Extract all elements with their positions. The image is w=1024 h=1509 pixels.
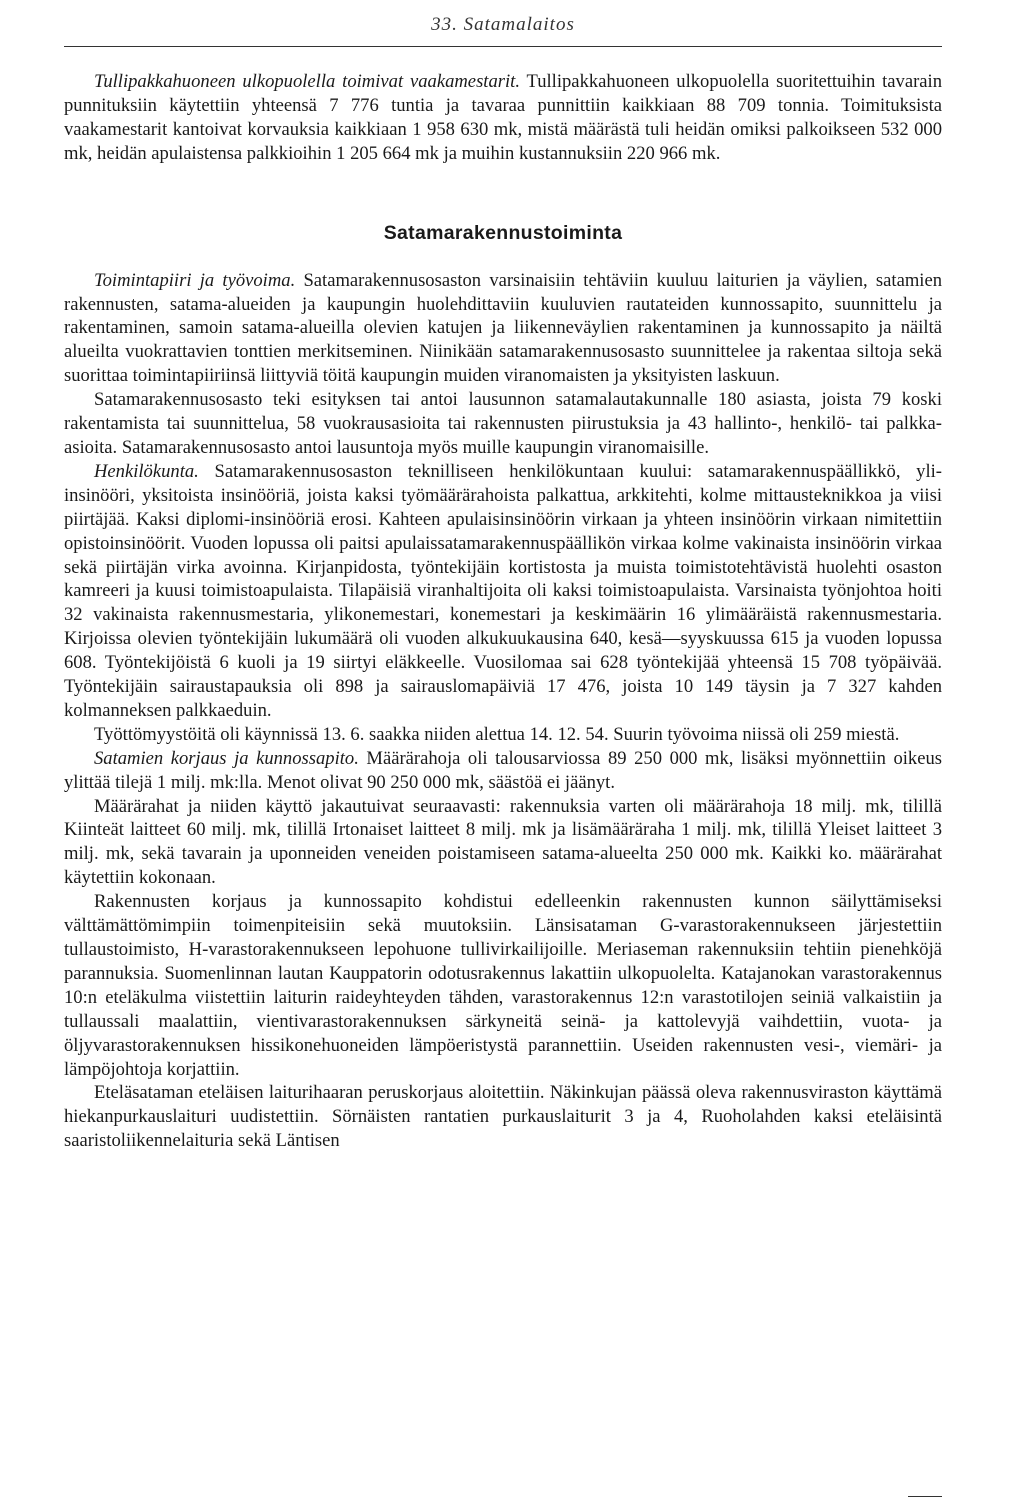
corner-rule: [908, 1496, 942, 1497]
paragraph: [64, 1081, 942, 1153]
paragraph-text: Eteläsataman eteläisen laiturihaaran peruskorjaus aloitettiin. Näkinkujan päässä oleva rakennusviraston käyttämä hiekanpurkauslaituri uudistettiin. Sörnäisten rantatien purkauslaiturit 3 ja 4, Ruoholahden kaksi eteläisintä saaristoliikennelaituria sekä Läntisen: [64, 1082, 942, 1152]
section-heading: Satamarakennustoiminta: [383, 221, 623, 244]
paragraph-customs-weighers: [64, 70, 942, 166]
document-body: [64, 70, 942, 1153]
paragraph: [64, 890, 942, 1081]
paragraph-lead: Tullipakkahuoneen ulkopuolella toimivat vaakamestarit.: [94, 71, 520, 92]
paragraph-text: Rakennusten korjaus ja kunnossapito kohdistui edelleenkin rakennusten kunnon säilyttämiseksi välttämättömimpiin toimenpiteisiin sekä muutoksiin. Länsisataman G-varastorakennukseen järjestettiin tullaustoimisto, H-varastorakennukseen lepohuone tullivirkailijoille. Meriaseman rakennuksiin tehtiin pienehköjä parannuksia. Suomenlinnan lautan Kauppatorin odotusrakennus lakattiin ulkopuolelta. Katajanokan varastorakennus 10:n eteläkulma viistettiin laiturin raideyhteyden tähden, varastorakennus 12:n varastotilojen seiniä valkaistiin ja tullaussali maalattiin, vientivarastorakennuksen särkyneitä seinä- ja kattolevyjä vaihdettiin, vuota- ja öljyvarastorakennuksen hissikonehuoneiden lämpöeristystä parannettiin. Useiden rakennusten vesi-, viemäri- ja lämpöjohtoja korjattiin.: [64, 891, 942, 1080]
paragraph-text: Satamarakennusosasto teki esityksen tai antoi lausunnon satamalautakunnalle 180 asiasta, joista 79 koski rakentamista tai suunnittelua, 58 vuokrausasioita tai rakennusten piirustuksia ja 43 hallinto-, henkilö- tai palkka-asioita. Satamarakennusosasto antoi lausuntoja myös muille kaupungin viranomaisille.: [64, 389, 942, 458]
paragraph-text: Tullipakkahuoneen ulkopuolella suoritettuihin tavarain punnituksiin käytettiin yhteensä 7 776 tuntia ja tavaraa punnittiin kaikkiaan 88 709 tonnia. Toimituksista vaakamestarit kantoivat korvauksia kaikkiaan 1 958 630 mk, mistä määrästä tuli heidän omiksi palkoikseen 532 000 mk, heidän apulaistensa palkkioihin 1 205 664 mk ja muihin kustannuksiin 220 966 mk.: [64, 71, 942, 164]
paragraph: [64, 269, 942, 389]
paragraph: [64, 388, 942, 460]
paragraph-text: Määrärahat ja niiden käyttö jakautuivat seuraavasti: rakennuksia varten oli määrärahoja 18 milj. mk, tilillä Kiinteät laitteet 60 milj. mk, tilillä Irtonaiset laitteet 8 milj. mk ja lisämääräraha 1 milj. mk, tilillä Yleiset laitteet 3 milj. mk, sekä tavarain ja uponneiden veneiden poistamiseen satama-alueelta 250 000 mk. Kaikki ko. määrärahat käytettiin kokonaan.: [64, 795, 942, 889]
running-head: 33. Satamalaitos: [431, 14, 575, 35]
paragraph-text: Työttömyystöitä oli käynnissä 13. 6. saakka niiden alettua 14. 12. 54. Suurin työvoima niissä oli 259 miestä.: [94, 723, 900, 745]
paragraph-lead: Toimintapiiri ja työvoima.: [94, 269, 296, 291]
paragraph-lead: Henkilökunta.: [94, 460, 199, 482]
paragraph: [64, 795, 942, 891]
paragraph-text: Määrärahoja oli talousarviossa 89 250 000 mk, lisäksi myönnettiin oikeus ylittää tilejä 1 milj. mk:lla. Menot olivat 90 250 000 mk, säästöä ei jäänyt.: [64, 747, 942, 793]
paragraph-lead: Satamien korjaus ja kunnossapito.: [94, 747, 359, 769]
paragraph: [64, 723, 942, 747]
document-page: [64, 0, 942, 1509]
paragraph-text: Satamarakennusosaston teknilliseen henkilökuntaan kuului: satamarakennuspäällikkö, yli-insinööri, yksitoista insinööriä, joista kaksi työmäärärahoista palkattua, arkkitehti, kolme mittausteknikkoa ja viisi piirtäjää. Kaksi diplomi-insinööriä erosi. Kahteen apulaisinsinöörin virkaan ja yhteen insinöörin virkaan nimitettiin opistoinsinöörit. Vuoden lopussa oli paitsi apulaissatamarakennuspäällikön virkaa kolme vakinaista insinöörin virkaa sekä piirtäjän virka avoinna. Kirjanpidosta, työntekijäin kortistosta ja muista toimistotehtävistä huolehti osaston kamreeri ja kuusi toimistoapulaista. Tilapäisiä viranhaltijoita oli kaksi toimistoapulaista. Varsinaista työnjohtoa hoiti 32 vakinaista rakennusmestaria, ylikonemestari, konemestari ja keskimäärin 16 ylimääräistä rakennusmestaria. Kirjoissa olevien työntekijäin lukumäärä oli vuoden alkukuukausina 640, kesä—syyskuussa 615 ja vuoden lopussa 608. Työntekijöistä 6 kuoli ja 19 siirtyi eläkkeelle. Vuosilomaa sai 628 työntekijää yhteensä 15 708 työpäivää. Työntekijäin sairaustapauksia oli 898 ja sairauslomapäiviä 17 476, joista 10 149 täysin ja 7 327 kahden kolmanneksen palkkaeduin.: [64, 460, 942, 721]
paragraph-text: Satamarakennusosaston varsinaisiin tehtäviin kuuluu laiturien ja väylien, satamien rakennusten, satama-alueiden ja kaupungin huolehdittaviin kuuluvien rautateiden kunnossapito, suunnittelu ja rakentaminen, samoin satama-alueilla olevien katujen ja liikenneväylien rakentaminen ja kunnossapito ja näiltä alueilta vuokrattavien tonttien merkitseminen. Niinikään satamarakennusosasto suunnittelee ja rakentaa siltoja sekä suorittaa toimintapiiriinsä liittyviä töitä kaupungin muiden viranomaisten ja yksityisten laskuun.: [64, 269, 942, 387]
paragraph: [64, 747, 942, 795]
paragraph: [64, 460, 942, 723]
header-rule: [64, 46, 942, 47]
